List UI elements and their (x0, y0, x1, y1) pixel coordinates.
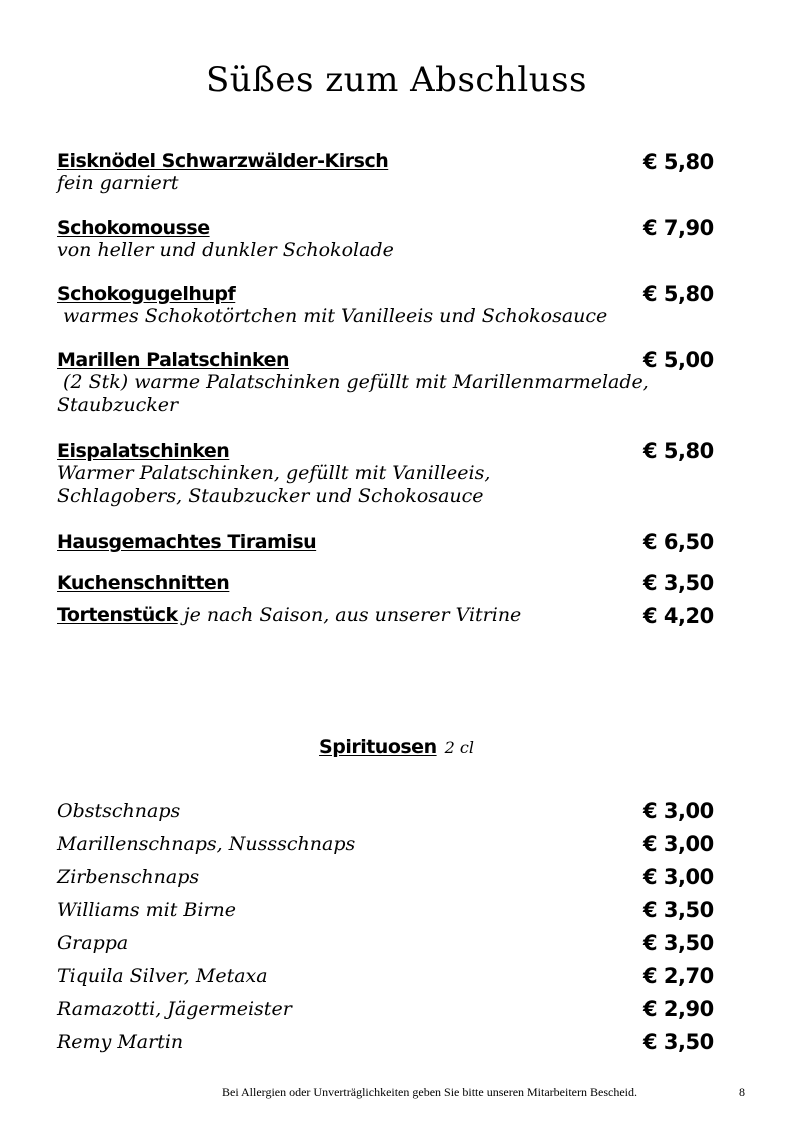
dessert-name: Kuchenschnitten (57, 572, 230, 594)
dessert-item (57, 440, 707, 508)
dessert-price: € 5,80 (643, 150, 714, 174)
dessert-item (57, 604, 707, 626)
spirit-name: Williams mit Birne (57, 899, 237, 921)
spirit-price: € 3,50 (643, 931, 714, 955)
section-heading-spirits (0, 736, 793, 758)
dessert-name: Tortenstück (57, 604, 178, 626)
dessert-description: von heller und dunkler Schokolade (57, 239, 394, 261)
dessert-name: Hausgemachtes Tiramisu (57, 531, 317, 553)
dessert-name: Schokogugelhupf (57, 283, 236, 305)
dessert-name: Eisknödel Schwarzwälder-Kirsch (57, 150, 389, 172)
spirit-price: € 3,00 (643, 799, 714, 823)
spirit-name: Grappa (57, 932, 129, 954)
dessert-price: € 4,20 (643, 604, 714, 628)
spirit-price: € 3,00 (643, 832, 714, 856)
spirit-price: € 2,90 (643, 997, 714, 1021)
dessert-price: € 6,50 (643, 530, 714, 554)
dessert-price: € 7,90 (643, 216, 714, 240)
dessert-name: Marillen Palatschinken (57, 349, 289, 371)
dessert-description: warmes Schokotörtchen mit Vanilleeis und Schokosauce (57, 305, 608, 327)
dessert-description: Warmer Palatschinken, gefüllt mit Vanilleeis, (57, 462, 491, 484)
dessert-price: € 5,80 (643, 282, 714, 306)
dessert-item (57, 572, 707, 594)
section-unit: 2 cl (444, 738, 474, 757)
dessert-item (57, 349, 707, 417)
spirit-price: € 3,50 (643, 1030, 714, 1054)
spirit-name: Tiquila Silver, Metaxa (57, 965, 268, 987)
dessert-item (57, 150, 707, 195)
dessert-item (57, 283, 707, 328)
dessert-description: Schlagobers, Staubzucker und Schokosauce (57, 485, 484, 507)
spirit-name: Marillenschnaps, Nussschnaps (57, 833, 356, 855)
dessert-item (57, 217, 707, 262)
dessert-description: (2 Stk) warme Palatschinken gefüllt mit Marillenmarmelade, (57, 371, 649, 393)
spirit-name: Remy Martin (57, 1031, 184, 1053)
dessert-description: Staubzucker (57, 394, 179, 416)
spirit-price: € 3,50 (643, 898, 714, 922)
section-title: Spirituosen (319, 736, 437, 758)
spirit-price: € 2,70 (643, 964, 714, 988)
dessert-price: € 3,50 (643, 571, 714, 595)
spirit-price: € 3,00 (643, 865, 714, 889)
dessert-description: je nach Saison, aus unserer Vitrine (177, 604, 522, 626)
spirit-name: Zirbenschnaps (57, 866, 200, 888)
dessert-price: € 5,80 (643, 439, 714, 463)
dessert-description: fein garniert (57, 172, 179, 194)
dessert-name: Schokomousse (57, 217, 210, 239)
page-title: Süßes zum Abschluss (205, 60, 587, 100)
dessert-item (57, 531, 707, 553)
page-number: 8 (739, 1085, 745, 1099)
dessert-price: € 5,00 (643, 348, 714, 372)
dessert-name: Eispalatschinken (57, 440, 230, 462)
spirit-name: Obstschnaps (57, 800, 181, 822)
allergy-note: Bei Allergien oder Unverträglichkeiten geben Sie bitte unseren Mitarbeitern Bescheid. (222, 1085, 637, 1099)
spirit-name: Ramazotti, Jägermeister (57, 998, 292, 1020)
